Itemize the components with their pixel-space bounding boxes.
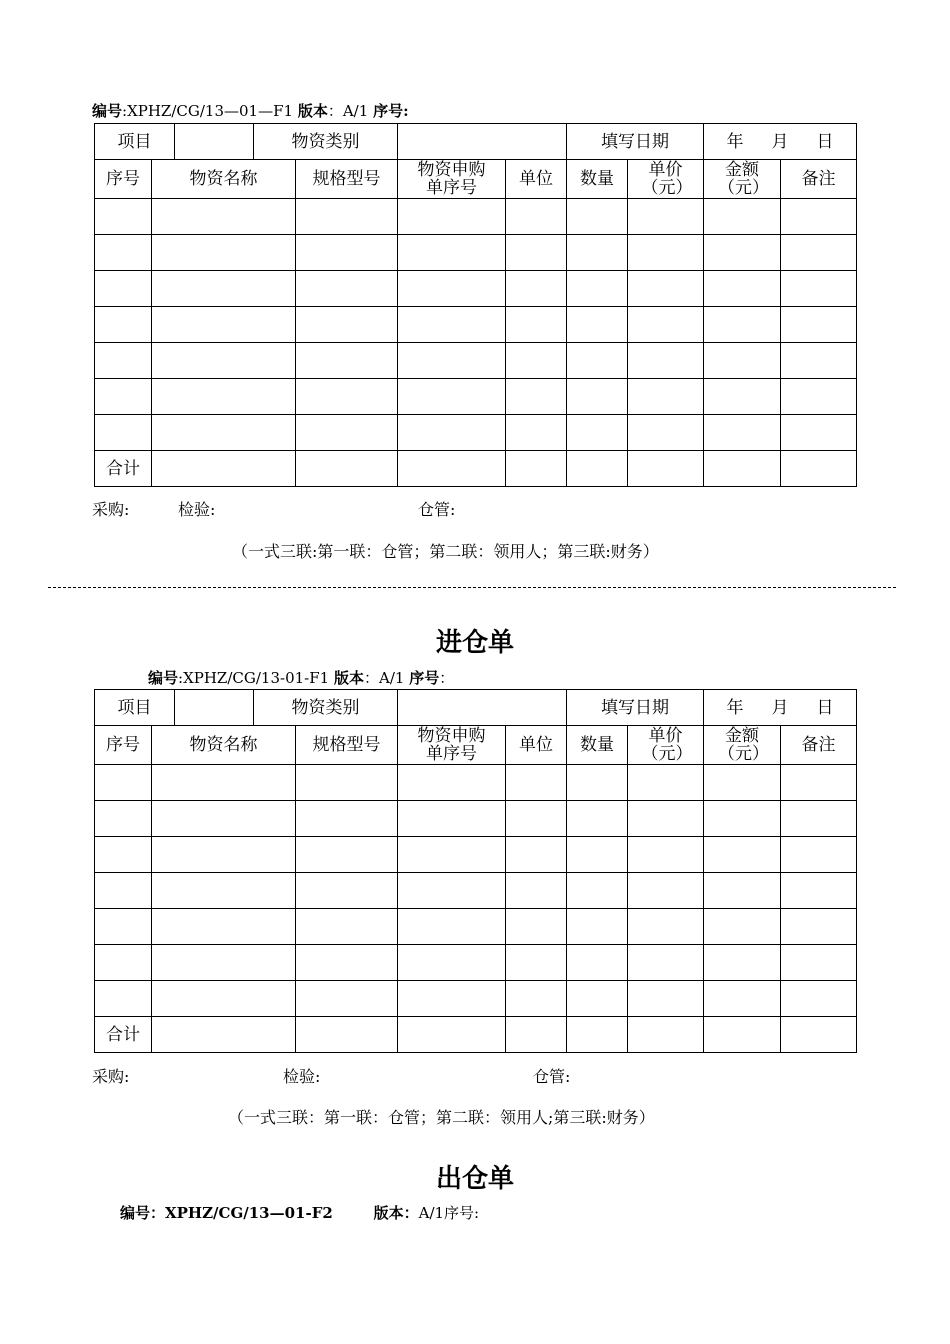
form1-version-value: ：A/1 <box>327 102 369 120</box>
form2-code-value: :XPHZ/CG/13-01-F1 <box>178 669 330 687</box>
table-row <box>95 909 857 945</box>
form2-year: 年 <box>726 697 744 718</box>
form1-col-name: 物资名称 <box>152 160 296 199</box>
table-row <box>95 837 857 873</box>
form2-date-label: 填写日期 <box>567 690 704 726</box>
table-row <box>95 307 857 343</box>
form3-version-label: 版本： <box>373 1204 419 1222</box>
form2-total-label: 合计 <box>95 1017 152 1053</box>
table-row <box>95 343 857 379</box>
form1-total-label: 合计 <box>95 451 152 487</box>
form2-col-spec: 规格型号 <box>296 726 398 765</box>
form1-col-price <box>628 160 704 199</box>
form1-col-unit: 单位 <box>506 160 567 199</box>
form1-sign-warehouse: 仓管: <box>418 500 456 519</box>
form1-version-label: 版本 <box>297 102 328 120</box>
form2-category-label: 物资类别 <box>254 690 398 726</box>
form1-serial-label: 序号: <box>373 102 409 120</box>
form2-note: （一式三联：第一联：仓管；第二联：领用人;第三联:财务） <box>228 1108 655 1127</box>
form1-col-spec: 规格型号 <box>296 160 398 199</box>
form2-table <box>94 689 857 1053</box>
table-row <box>95 945 857 981</box>
form2-col-serial: 序号 <box>95 726 152 765</box>
table-row <box>95 765 857 801</box>
table-row <box>95 981 857 1017</box>
form1-column-row <box>95 160 857 199</box>
form2-sign-inspect: 检验: <box>283 1067 321 1086</box>
form1-day: 日 <box>816 131 834 152</box>
form2-category-value[interactable] <box>398 690 567 726</box>
form1-col-request-text: 物资申购单序号 <box>417 160 486 198</box>
form1-item-label: 项目 <box>95 124 175 160</box>
form3-code-line <box>120 1202 479 1223</box>
cut-line-divider <box>48 587 896 588</box>
form2-day: 日 <box>816 697 834 718</box>
table-row <box>95 199 857 235</box>
form1-date-value[interactable] <box>704 124 857 160</box>
form2-month: 月 <box>771 697 789 718</box>
form2-col-unit: 单位 <box>506 726 567 765</box>
form1-col-price-text: 单价（元） <box>641 160 693 198</box>
form3-serial-label: 序号: <box>444 1204 480 1222</box>
table-row <box>95 235 857 271</box>
form1-col-serial: 序号 <box>95 160 152 199</box>
form1-table <box>94 123 857 487</box>
form2-title: 进仓单 <box>435 628 514 658</box>
form2-code-line <box>148 667 454 688</box>
form2-col-price <box>628 726 704 765</box>
form2-col-remark: 备注 <box>781 726 857 765</box>
form1-code-line <box>92 100 409 121</box>
form1-item-value[interactable] <box>175 124 254 160</box>
form2-col-qty: 数量 <box>567 726 628 765</box>
form2-date-value[interactable] <box>704 690 857 726</box>
form1-col-request <box>398 160 506 199</box>
form2-header-row <box>95 690 857 726</box>
form3-version-value: A/1 <box>418 1204 445 1222</box>
table-row <box>95 415 857 451</box>
form1-year: 年 <box>726 131 744 152</box>
form2-serial-value: ： <box>439 669 455 687</box>
form2-item-value[interactable] <box>175 690 254 726</box>
form2-item-label: 项目 <box>95 690 175 726</box>
form2-version-value: ：A/1 <box>363 669 405 687</box>
form2-col-request <box>398 726 506 765</box>
form1-code-value: :XPHZ/CG/13—01—F1 <box>122 102 294 120</box>
form1-category-value[interactable] <box>398 124 567 160</box>
form1-col-remark: 备注 <box>781 160 857 199</box>
form1-col-amount <box>704 160 781 199</box>
form2-code-label: 编号 <box>148 669 179 687</box>
table-row <box>95 801 857 837</box>
form2-col-price-text: 单价（元） <box>641 726 693 764</box>
form3-title: 出仓单 <box>435 1164 514 1194</box>
table-row <box>95 271 857 307</box>
table-row <box>95 873 857 909</box>
form2-column-row <box>95 726 857 765</box>
form3-code-label: 编号：XPHZ/CG/13—01-F2 <box>120 1204 333 1222</box>
form2-sign-purchase: 采购: <box>92 1067 130 1086</box>
form2-col-amount <box>704 726 781 765</box>
table-row <box>95 379 857 415</box>
form2-total-row <box>95 1017 857 1053</box>
form1-date-label: 填写日期 <box>567 124 704 160</box>
form1-note: （一式三联:第一联：仓管；第二联：领用人；第三联:财务） <box>232 542 659 561</box>
form1-month: 月 <box>771 131 789 152</box>
form1-total-row <box>95 451 857 487</box>
form1-sign-purchase: 采购: <box>92 500 130 519</box>
form2-col-amount-text: 金额（元） <box>718 726 769 764</box>
form1-sign-inspect: 检验: <box>178 500 216 519</box>
form2-sign-warehouse: 仓管: <box>533 1067 571 1086</box>
form2-col-request-text: 物资申购单序号 <box>417 726 486 764</box>
form1-header-row <box>95 124 857 160</box>
form2-col-name: 物资名称 <box>152 726 296 765</box>
form1-col-amount-text: 金额（元） <box>718 160 769 198</box>
form1-col-qty: 数量 <box>567 160 628 199</box>
form2-serial-label: 序号 <box>409 669 440 687</box>
form1-category-label: 物资类别 <box>254 124 398 160</box>
form1-code-label: 编号 <box>92 102 123 120</box>
form2-version-label: 版本 <box>333 669 364 687</box>
